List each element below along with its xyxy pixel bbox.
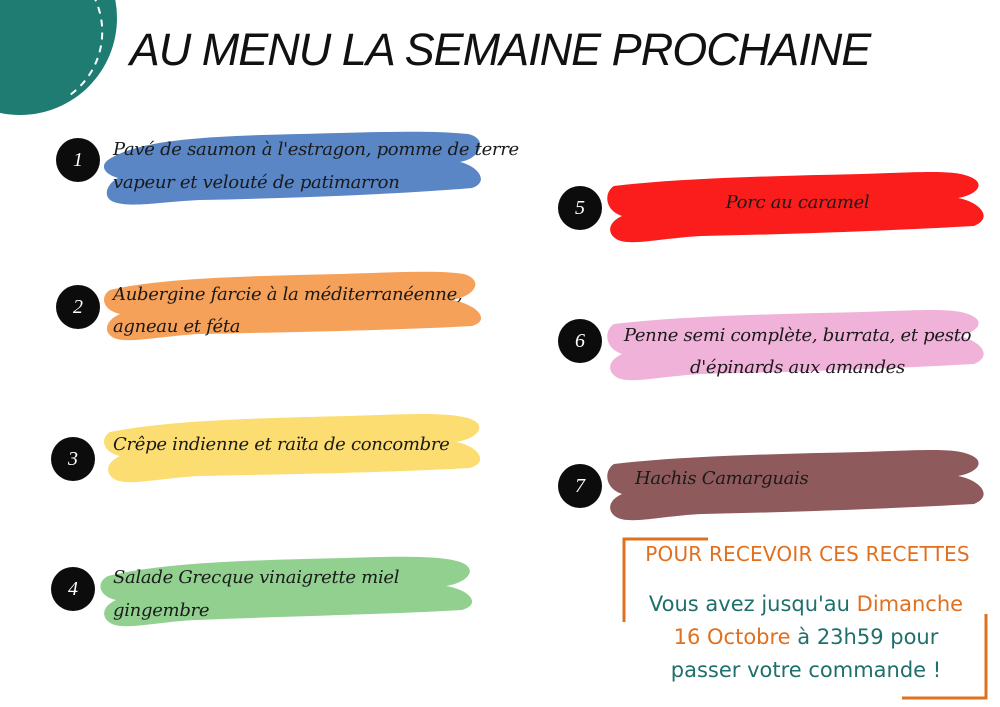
item-number-badge: 3 <box>51 437 95 481</box>
cta-text-part: à 23h59 pour <box>790 625 939 649</box>
cta-text <box>622 588 990 687</box>
cta-deadline-day: Dimanche <box>856 592 964 616</box>
item-label-line: Penne semi complète, burrata, et pesto <box>623 325 972 346</box>
item-label-line: agneau et féta <box>113 316 241 337</box>
cta-text-part: Vous avez jusqu'au <box>648 592 857 616</box>
cta-text-part: passer votre commande ! <box>670 658 942 682</box>
item-label-line: vapeur et velouté de patimarron <box>113 172 400 193</box>
item-label-line: Salade Grecque vinaigrette miel <box>113 567 400 588</box>
item-label-line: d'épinards aux amandes <box>690 357 905 378</box>
item-label-line: Crêpe indienne et raïta de concombre <box>113 434 450 455</box>
cta-deadline-date: 16 Octobre <box>673 625 791 649</box>
item-number-badge: 4 <box>51 567 95 611</box>
cta-heading: POUR RECEVOIR CES RECETTES <box>645 542 970 566</box>
item-number-badge: 6 <box>558 319 602 363</box>
item-number-badge: 7 <box>558 464 602 508</box>
page-title: AU MENU LA SEMAINE PROCHAINE <box>129 24 871 75</box>
item-label-line: Hachis Camarguais <box>635 468 809 489</box>
item-number-badge: 2 <box>56 285 100 329</box>
item-number-badge: 5 <box>558 186 602 230</box>
item-label-line: gingembre <box>113 600 210 621</box>
item-number-badge: 1 <box>56 138 100 182</box>
item-label-line: Pavé de saumon à l'estragon, pomme de terre <box>113 139 519 160</box>
item-label-line: Aubergine farcie à la méditerranéenne, <box>113 284 463 305</box>
item-label-line: Porc au caramel <box>725 192 870 213</box>
